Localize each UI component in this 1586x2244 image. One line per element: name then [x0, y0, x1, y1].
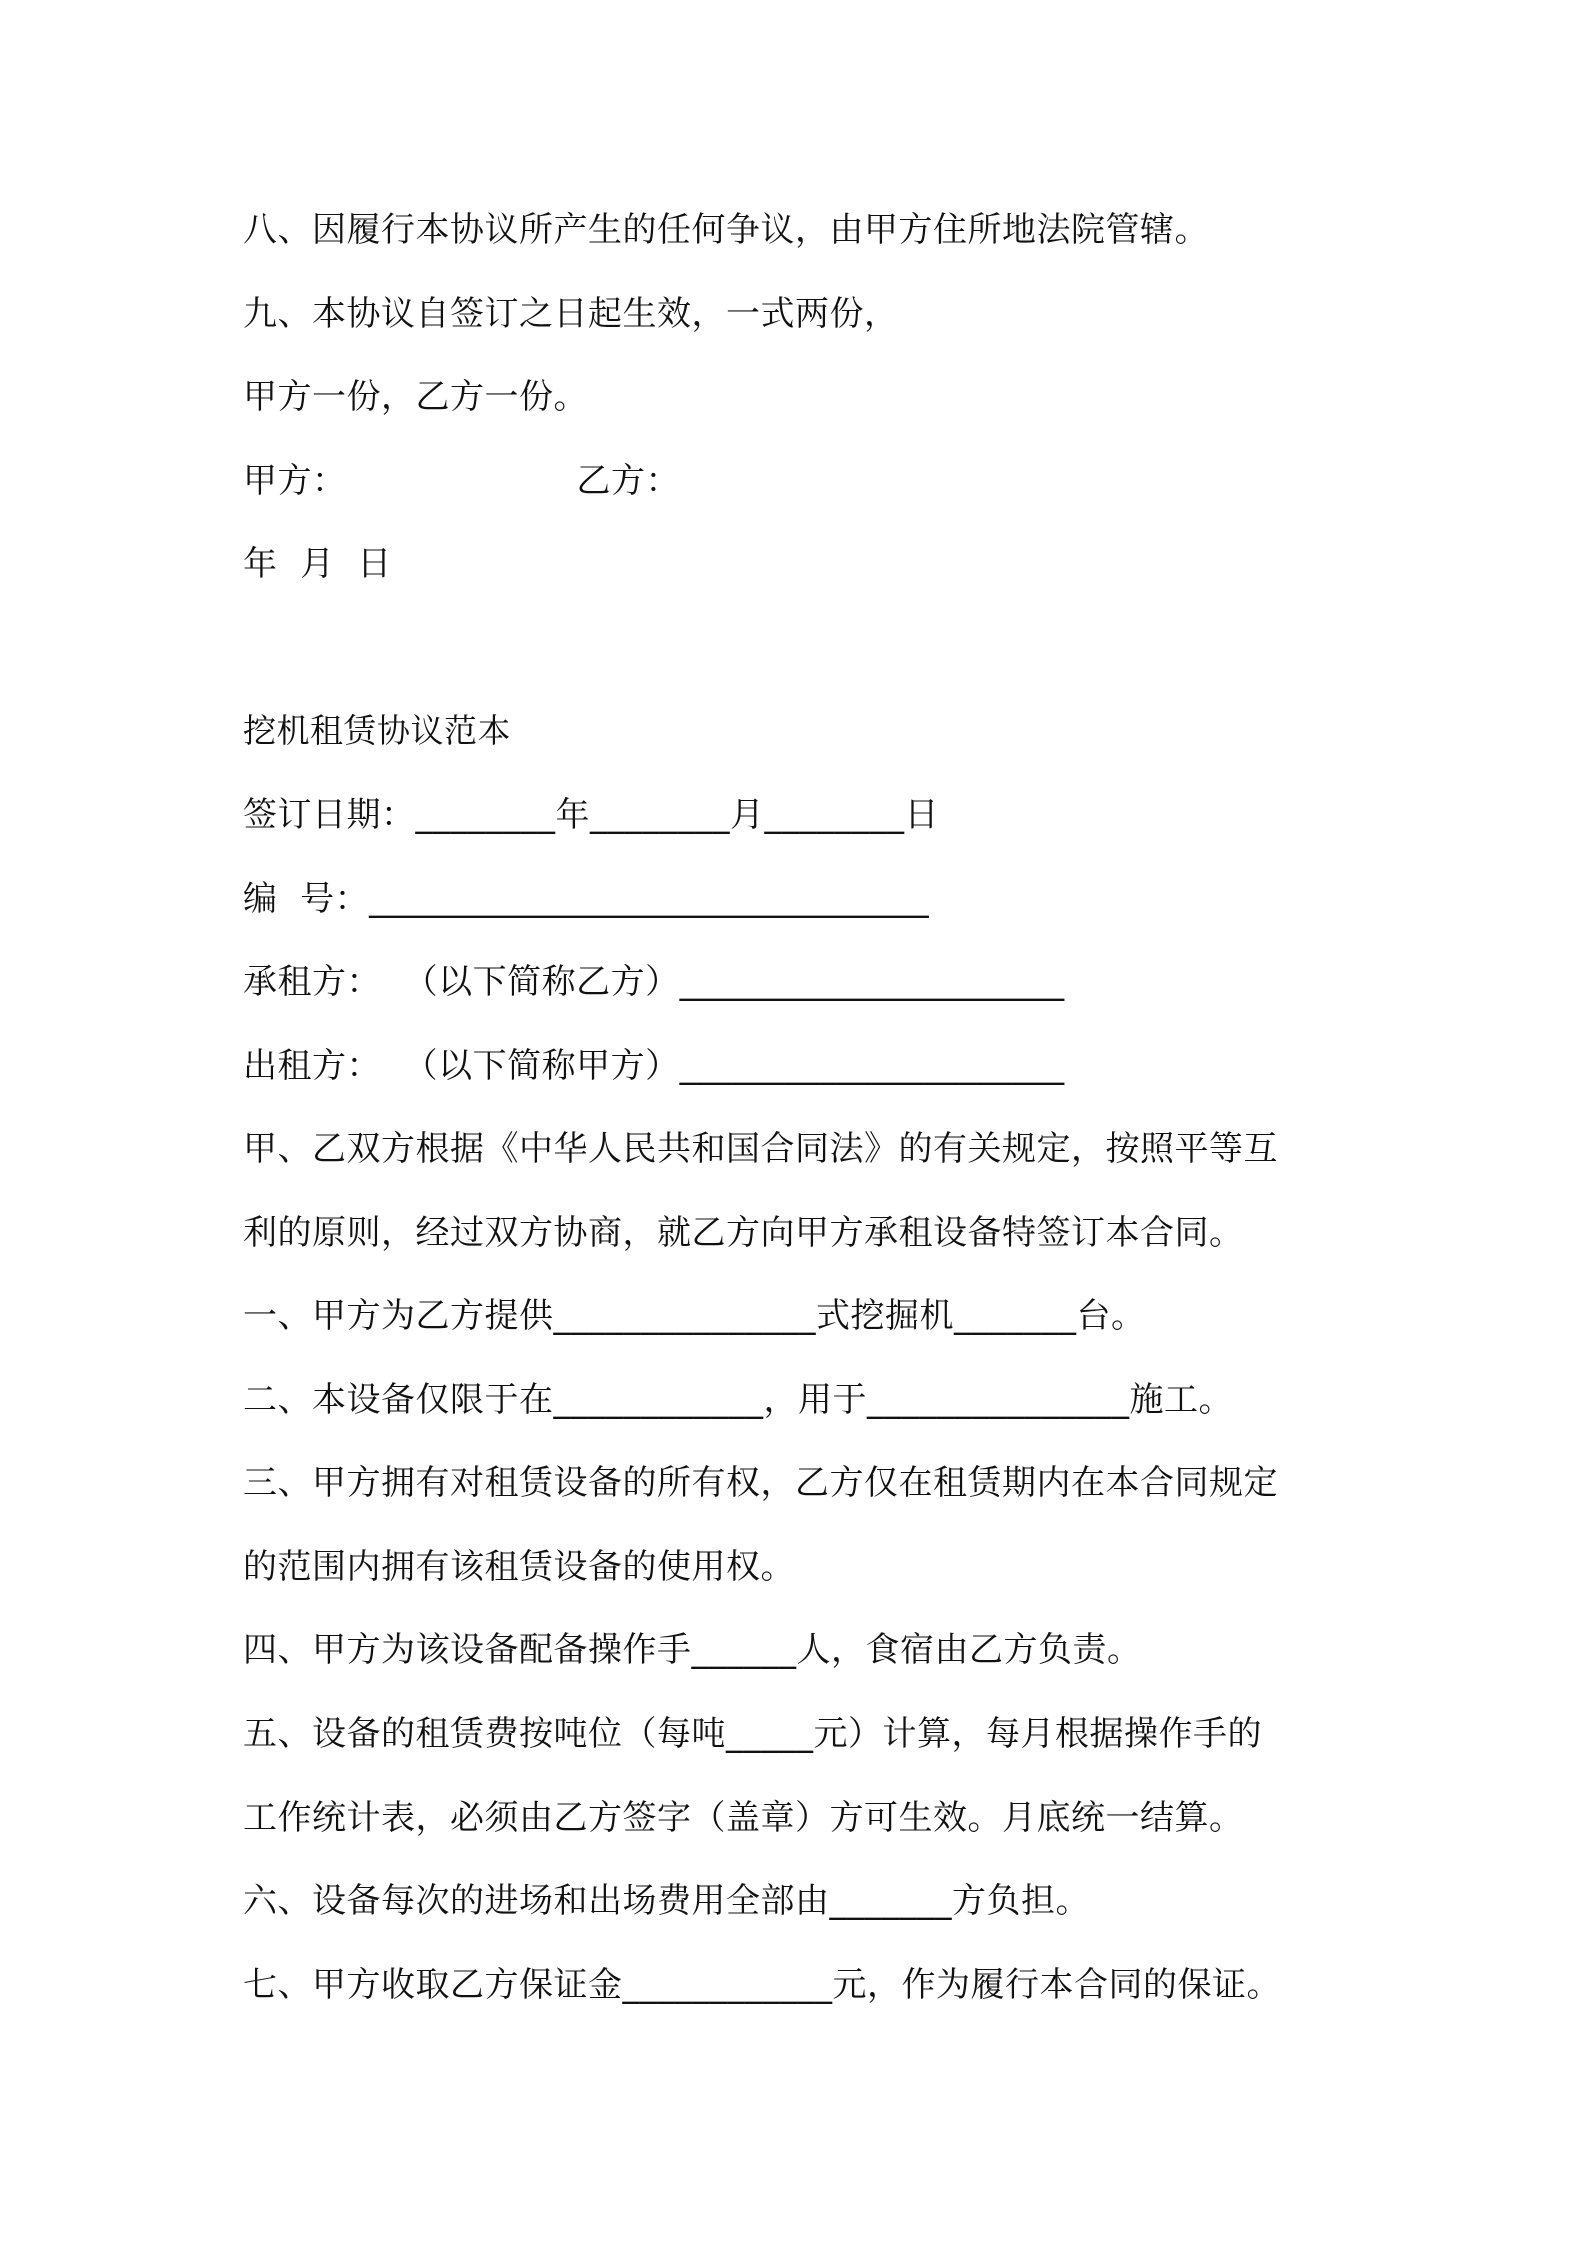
- signature-parties-line: [243, 459, 680, 503]
- lessor-line: 出租方： （以下简称甲方）______________________: [243, 1046, 1065, 1086]
- sign-date-line: 签订日期：________年________月________日: [243, 795, 939, 835]
- clause-5-line-1: 五、设备的租赁费按吨位（每吨_____元）计算，每月根据操作手的: [243, 1714, 1262, 1754]
- clause-6: 六、设备每次的进场和出场费用全部由_______方负担。: [243, 1881, 1090, 1921]
- intro-line-1: 甲、乙双方根据《中华人民共和国合同法》的有关规定，按照平等互: [243, 1129, 1278, 1169]
- date-line: 年 月 日: [243, 544, 392, 584]
- party-b-label: 乙方：: [576, 461, 680, 501]
- contract-number-line: 编 号：________________________________: [243, 879, 930, 919]
- intro-line-2: 利的原则，经过双方协商，就乙方向甲方承租设备特签订本合同。: [243, 1213, 1244, 1253]
- clause-4: 四、甲方为该设备配备操作手______人，食宿由乙方负责。: [243, 1630, 1142, 1670]
- clause-3-line-1: 三、甲方拥有对租赁设备的所有权，乙方仅在租赁期内在本合同规定: [243, 1463, 1278, 1503]
- clause-7: 七、甲方收取乙方保证金____________元，作为履行本合同的保证。: [243, 1965, 1281, 2005]
- clause-3-line-2: 的范围内拥有该租赁设备的使用权。: [243, 1547, 795, 1587]
- clause-9-line-2: 甲方一份，乙方一份。: [243, 377, 588, 417]
- clause-5-line-2: 工作统计表，必须由乙方签字（盖章）方可生效。月底统一结算。: [243, 1798, 1244, 1838]
- party-a-label: 甲方：: [243, 461, 347, 501]
- lessee-line: 承租方： （以下简称乙方）______________________: [243, 962, 1065, 1002]
- clause-8: 八、因履行本协议所产生的任何争议，由甲方住所地法院管辖。: [243, 210, 1209, 250]
- clause-1: 一、甲方为乙方提供_______________式挖掘机_______台。: [243, 1296, 1146, 1336]
- clause-9-line-1: 九、本协议自签订之日起生效，一式两份，: [243, 294, 899, 334]
- contract-title: 挖机租赁协议范本: [243, 711, 511, 750]
- clause-2: 二、本设备仅限于在____________，用于_______________施工。: [243, 1380, 1233, 1420]
